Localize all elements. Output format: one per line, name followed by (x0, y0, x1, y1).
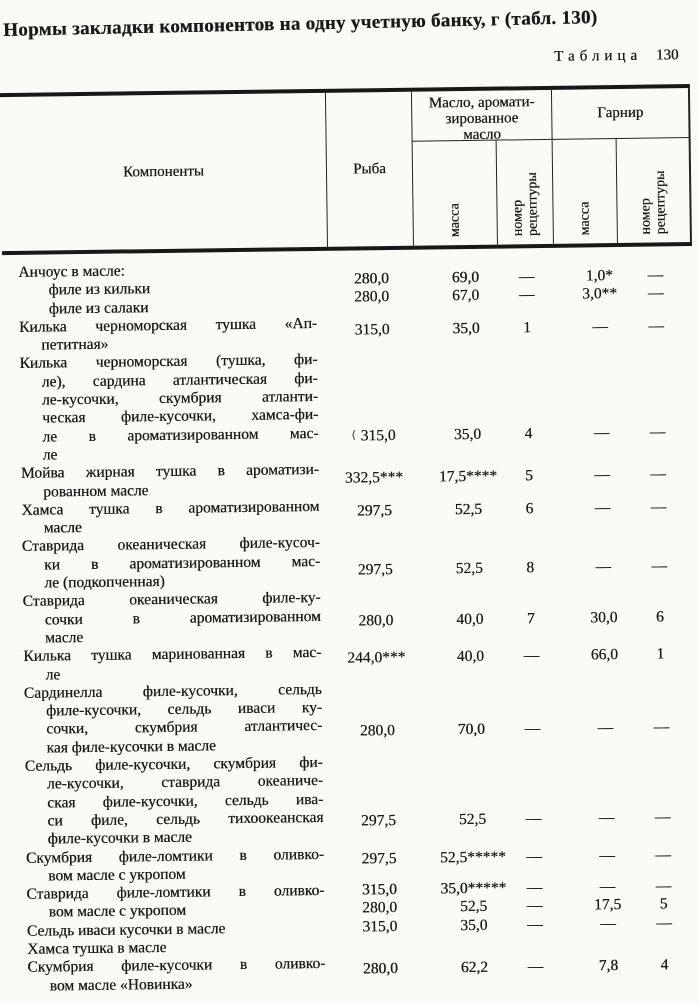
oil-recipe-value: 8 (526, 559, 535, 577)
value-row (331, 465, 695, 488)
garnish-recipe-value: — (655, 877, 672, 895)
component-name-line: ческая филе-кусочки, хамса-фи- (42, 406, 319, 427)
component-name-line: вом масле с укропом (48, 865, 186, 885)
oil-recipe-value: — (526, 897, 543, 915)
oil-recipe-value: 6 (525, 500, 534, 518)
oil-mass-value: 40,0 (456, 610, 484, 629)
component-name-line: ле), сардина атлантическая фи- (41, 369, 318, 391)
garnish-mass-value: — (595, 558, 612, 576)
component-name-line: Килька черноморская (тушка, фи- (19, 351, 318, 373)
garnish-recipe-value: 5 (659, 895, 668, 913)
garnish-recipe-value: — (647, 284, 664, 302)
component-name (5, 498, 331, 539)
component-name-line: филе-кусочки, сельдь иваси ку- (45, 699, 323, 720)
page-title: Нормы закладки компонентов на одну учетную банку, г (табл. 130) (2, 7, 598, 41)
oil-mass-value: 35,0 (460, 916, 488, 934)
component-name-line: Анчоус в масле: (18, 262, 125, 281)
table-row (8, 676, 699, 758)
component-name (11, 955, 337, 996)
table-row (3, 347, 694, 466)
component-name-line: масле (43, 519, 82, 537)
component-name-line: ле (45, 665, 61, 684)
oil-recipe-value: — (526, 848, 542, 866)
garnish-recipe-value: 6 (655, 608, 664, 626)
component-name (6, 534, 333, 593)
oil-recipe-value: — (518, 286, 535, 304)
garnish-mass-value: — (593, 424, 610, 442)
oil-mass-value: 35,0***** (440, 879, 507, 898)
fish-value: ⟨ 315,0 (351, 427, 396, 445)
component-name-line: Ставрида филе-ломтики в оливко- (26, 882, 325, 903)
garnish-mass-value: — (599, 878, 616, 896)
value-row (333, 645, 697, 668)
component-name (9, 754, 336, 850)
component-name-line: масле (44, 629, 84, 647)
component-name (7, 644, 333, 685)
fish-value: 315,0 (354, 321, 390, 339)
garnish-recipe-value: — (647, 266, 664, 284)
fish-value: 280,0 (353, 270, 389, 288)
col-components-header: Компоненты (0, 93, 328, 251)
component-name-line: петитная» (41, 335, 109, 354)
scan-artifact-mark: ⟨ (351, 429, 356, 442)
table-row (6, 529, 697, 593)
oil-recipe-value: 4 (524, 425, 533, 443)
component-name-line: ле (подкопченная) (44, 573, 165, 592)
component-name-line: Ставрида океаническая филе-ку- (22, 589, 321, 611)
fish-value: 280,0 (354, 288, 390, 306)
oil-mass-value: 52,5 (454, 501, 483, 519)
value-row (332, 557, 696, 580)
fish-value: 280,0 (362, 959, 398, 978)
table-caption (0, 47, 679, 73)
oil-mass-value: 17,5**** (438, 468, 498, 486)
fish-value: 297,5 (360, 811, 397, 830)
oil-recipe-value: 1 (523, 319, 532, 337)
oil-mass-value: 69,0 (451, 268, 480, 287)
component-name-line: ле (42, 446, 58, 464)
fish-value: 315,0 (361, 881, 397, 899)
garnish-recipe-value: — (651, 557, 668, 575)
component-name-line: си филе, сельдь тихоокеанская (47, 808, 324, 830)
table-row (6, 584, 697, 648)
garnish-mass-value: — (598, 808, 615, 826)
oil-recipe-header: номер рецептуры (497, 140, 554, 245)
garnish-mass-value: 17,5 (593, 896, 622, 914)
garnish-mass-value: — (592, 318, 608, 336)
component-name-line: Сардинелла филе-кусочки, сельдь (23, 680, 322, 702)
garnish-mass-value: — (597, 719, 614, 737)
component-name-line: Килька тушка маринованная в мас- (23, 644, 322, 666)
value-row (333, 608, 697, 631)
component-name-line: рованном масле (43, 481, 149, 501)
garnish-recipe-value: — (654, 807, 671, 826)
garnish-recipe-value: — (649, 423, 666, 441)
oil-recipe-value: — (525, 809, 542, 827)
component-name-line: филе-кусочки в масле (47, 828, 192, 848)
component-name (5, 461, 331, 502)
oil-recipe-value: — (526, 879, 543, 897)
oil-mass-value: 35,0 (452, 320, 480, 338)
oil-group-line: Масло, аромати- (428, 94, 535, 112)
component-name-line: филе из кильки (48, 280, 151, 299)
component-name-line: кая филе-кусочки в масле (46, 737, 216, 757)
component-name-line: сочки, скумбрия атлантичес- (46, 717, 323, 738)
oil-mass-value: 52,5 (458, 810, 487, 828)
value-row (329, 284, 693, 307)
component-name-line: ле в ароматизированном мас- (42, 424, 319, 446)
garnish-recipe-value: 4 (660, 956, 669, 974)
component-name-line: Скумбрия филе-ломтики в оливко- (25, 845, 325, 867)
oil-mass-header: масса (413, 141, 498, 246)
component-name-line: Хамса тушка в масле (27, 939, 167, 958)
fish-value: 280,0 (358, 612, 394, 630)
value-row (337, 956, 699, 979)
component-name (6, 589, 333, 648)
table-header (0, 84, 692, 255)
component-name-line: Сельдь иваси кусочки в масле (26, 919, 226, 940)
garnish-mass-value: — (599, 847, 615, 865)
oil-mass-value: 70,0 (457, 720, 485, 739)
component-name-line: Килька черноморская тушка «Ап- (18, 314, 318, 336)
garnish-mass-value: 3,0** (582, 285, 618, 303)
garnish-recipe-value: — (650, 498, 667, 516)
garnish-mass-value: — (600, 914, 616, 933)
fish-value: 315,0 (362, 917, 398, 936)
component-name (10, 845, 336, 886)
component-name-line: ская филе-кусочки, сельдь ива- (47, 790, 324, 812)
garnish-recipe-value: — (648, 317, 664, 335)
garnish-recipe-value: — (653, 718, 670, 736)
component-name-line: Мойва жирная тушка в ароматизи- (20, 461, 320, 483)
value-row (336, 846, 699, 869)
garnish-recipe-header: номер рецептуры (617, 138, 692, 243)
fish-value: 297,5 (356, 502, 392, 520)
component-name-line: вом масле «Новинка» (49, 975, 193, 995)
component-name (3, 351, 330, 465)
fish-value: 280,0 (362, 899, 398, 917)
garnish-mass-header: масса (553, 139, 618, 244)
oil-mass-value: 35,0 (453, 426, 482, 444)
table-row (9, 749, 699, 850)
component-name-line: филе из салаки (48, 298, 149, 318)
oil-recipe-value: — (524, 719, 541, 738)
table-row (11, 950, 699, 996)
oil-recipe-value: — (523, 646, 540, 665)
oil-mass-value: 52,5 (455, 559, 483, 578)
component-name-line: ле-кусочки, скумбрия атланти- (41, 388, 319, 409)
component-name-line: ки в ароматизированном мас- (44, 552, 321, 574)
table-caption-word: Таблица (554, 47, 643, 65)
oil-mass-value: 67,0 (451, 287, 480, 305)
garnish-recipe-value: — (650, 465, 666, 484)
fish-value: 332,5*** (344, 469, 404, 488)
garnish-mass-value: — (594, 499, 611, 517)
component-name (3, 315, 329, 356)
oil-recipe-value: 7 (526, 610, 535, 628)
garnish-recipe-value: 1 (656, 645, 665, 663)
oil-recipe-value: — (527, 915, 543, 933)
oil-recipe-value: — (518, 268, 535, 286)
component-name-line: Ставрида океаническая филе-кусоч- (21, 534, 320, 556)
oil-mass-value: 62,2 (460, 958, 489, 976)
oil-recipe-value: — (527, 957, 544, 976)
oil-group-header (412, 90, 553, 142)
value-row (330, 423, 694, 447)
component-name-line: Хамса тушка в ароматизированном (21, 497, 320, 519)
garnish-mass-value: — (594, 466, 610, 484)
oil-mass-value: 40,0 (456, 647, 485, 665)
component-name (8, 681, 335, 758)
value-row (335, 808, 699, 831)
norms-table (0, 84, 699, 996)
garnish-group-header: Гарнир (552, 88, 691, 140)
oil-group-line: зированное (445, 110, 519, 128)
oil-recipe-value: 5 (525, 467, 533, 485)
value-row (331, 498, 695, 521)
oil-mass-value: 52,5 (459, 898, 488, 916)
garnish-mass-value: 7,8 (598, 956, 619, 975)
garnish-recipe-value: — (655, 846, 671, 864)
fish-value: 244,0*** (347, 648, 406, 667)
fish-value: 297,5 (361, 849, 397, 868)
component-name-line: сочки в ароматизированном (44, 607, 321, 629)
garnish-mass-value: 66,0 (590, 645, 619, 664)
value-row (334, 718, 698, 741)
garnish-recipe-value: — (655, 914, 672, 932)
value-row (329, 317, 693, 340)
component-name-line: Скумбрия филе-кусочки в оливко- (27, 955, 326, 977)
component-name-line: ле-кусочки, ставрида океаниче- (46, 772, 324, 793)
garnish-mass-value: 30,0 (590, 609, 618, 627)
fish-value: 280,0 (359, 721, 395, 740)
table-caption-number: 130 (655, 47, 679, 64)
oil-group-line: масло (463, 126, 501, 144)
oil-mass-value: 52,5***** (439, 848, 507, 867)
col-fish-header: Рыба (326, 92, 414, 247)
table-body (2, 246, 699, 996)
component-name (10, 882, 336, 923)
fish-value: 297,5 (357, 560, 393, 579)
component-name-line: вом масле с укропом (48, 902, 187, 921)
component-name-line: Сельдь филе-кусочки, скумбрия фи- (24, 753, 323, 775)
garnish-mass-value: 1,0* (585, 267, 614, 285)
